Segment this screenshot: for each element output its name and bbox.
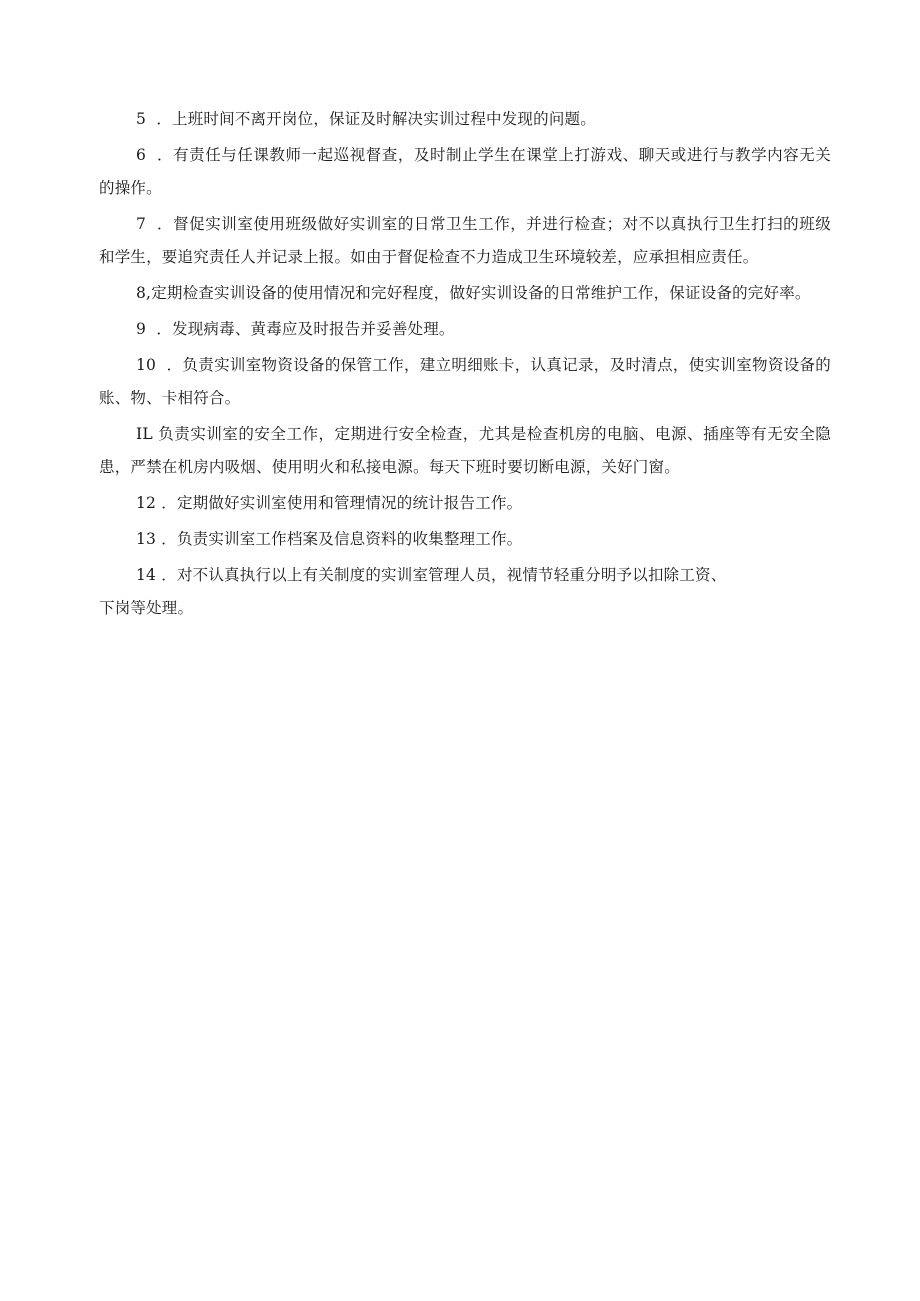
item-text: 负责实训室物资设备的保管工作，建立明细账卡，认真记录，及时清点，使实训室物资设备的账、物、卡相符合。 xyxy=(99,356,831,407)
item-number: 10 xyxy=(136,356,157,374)
item-text: 定期做好实训室使用和管理情况的统计报告工作。 xyxy=(176,494,523,512)
item-text: 发现病毒、黄毒应及时报告并妥善处理。 xyxy=(172,320,455,338)
item-text: 上班时间不离开岗位，保证及时解决实训过程中发现的问题。 xyxy=(172,110,596,128)
item-text-line2: 下岗等处理。 xyxy=(99,599,194,617)
list-item: 10 ．负责实训室物资设备的保管工作，建立明细账卡，认真记录，及时清点，使实训室物资设备的账、物、卡相符合。 xyxy=(99,356,831,407)
list-item xyxy=(99,418,831,484)
item-number: 14 xyxy=(136,566,157,584)
item-number: 13 xyxy=(136,530,157,548)
item-text: 负责实训室工作档案及信息资料的收集整理工作。 xyxy=(176,530,523,548)
item-text: 负责实训室的安全工作，定期进行安全检查，尤其是检查机房的电脑、电源、插座等有无安全隐患，严禁在机房内吸烟、使用明火和私接电源。每天下班时要切断电源，关好门窗。 xyxy=(99,425,831,476)
list-item: 6 ．有责任与任课教师一起巡视督查，及时制止学生在课堂上打游戏、聊天或进行与教学内容无关的操作。 xyxy=(99,146,831,197)
item-number: 8, xyxy=(136,284,152,302)
item-number: 12 xyxy=(136,494,157,512)
item-text: 定期检查实训设备的使用情况和完好程度，做好实训设备的日常维护工作，保证设备的完好率。 xyxy=(151,284,811,302)
item-number: IL xyxy=(136,425,153,443)
list-item xyxy=(99,277,831,310)
list-item: 9 ．发现病毒、黄毒应及时报告并妥善处理。 xyxy=(136,320,455,338)
item-number: 5 xyxy=(136,110,147,128)
list-item: 12 ．定期做好实训室使用和管理情况的统计报告工作。 xyxy=(136,494,523,512)
list-item: 13 ．负责实训室工作档案及信息资料的收集整理工作。 xyxy=(136,530,523,548)
list-item: 7 ．督促实训室使用班级做好实训室的日常卫生工作，并进行检查；对不以真执行卫生打扫的班级和学生，要追究责任人并记录上报。如由于督促检查不力造成卫生环境较差，应承担相应责任。 xyxy=(99,215,831,266)
document-body xyxy=(99,103,831,628)
item-text: 有责任与任课教师一起巡视督查，及时制止学生在课堂上打游戏、聊天或进行与教学内容无关的操作。 xyxy=(99,146,831,197)
list-item-last: 14 ．对不认真执行以上有关制度的实训室管理人员，视情节轻重分明予以扣除工资、 下岗等处理。 xyxy=(99,559,831,625)
list-item: 5 ．上班时间不离开岗位，保证及时解决实训过程中发现的问题。 xyxy=(136,110,596,128)
item-number: 9 xyxy=(136,320,147,338)
item-text: 督促实训室使用班级做好实训室的日常卫生工作，并进行检查；对不以真执行卫生打扫的班级和学生，要追究责任人并记录上报。如由于督促检查不力造成卫生环境较差，应承担相应责任。 xyxy=(99,215,831,266)
item-number: 6 xyxy=(136,146,147,164)
item-text-line1: 对不认真执行以上有关制度的实训室管理人员，视情节轻重分明予以扣除工资、 xyxy=(176,566,727,584)
item-number: 7 xyxy=(136,215,147,233)
